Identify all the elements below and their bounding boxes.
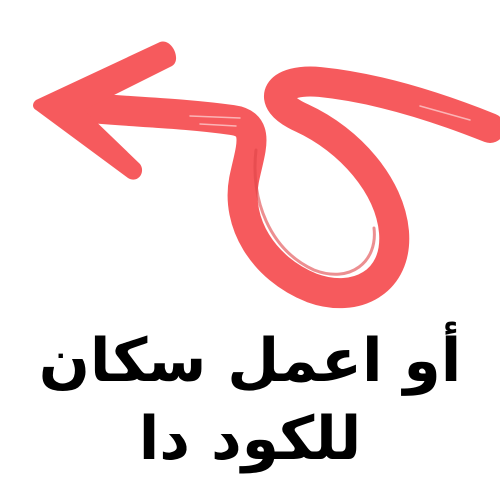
caption-line-2: للكود دا [138, 404, 362, 474]
caption-line-1: أو اعمل سكان [38, 326, 462, 396]
caption [20, 322, 480, 492]
arrow-shaft [72, 82, 490, 294]
